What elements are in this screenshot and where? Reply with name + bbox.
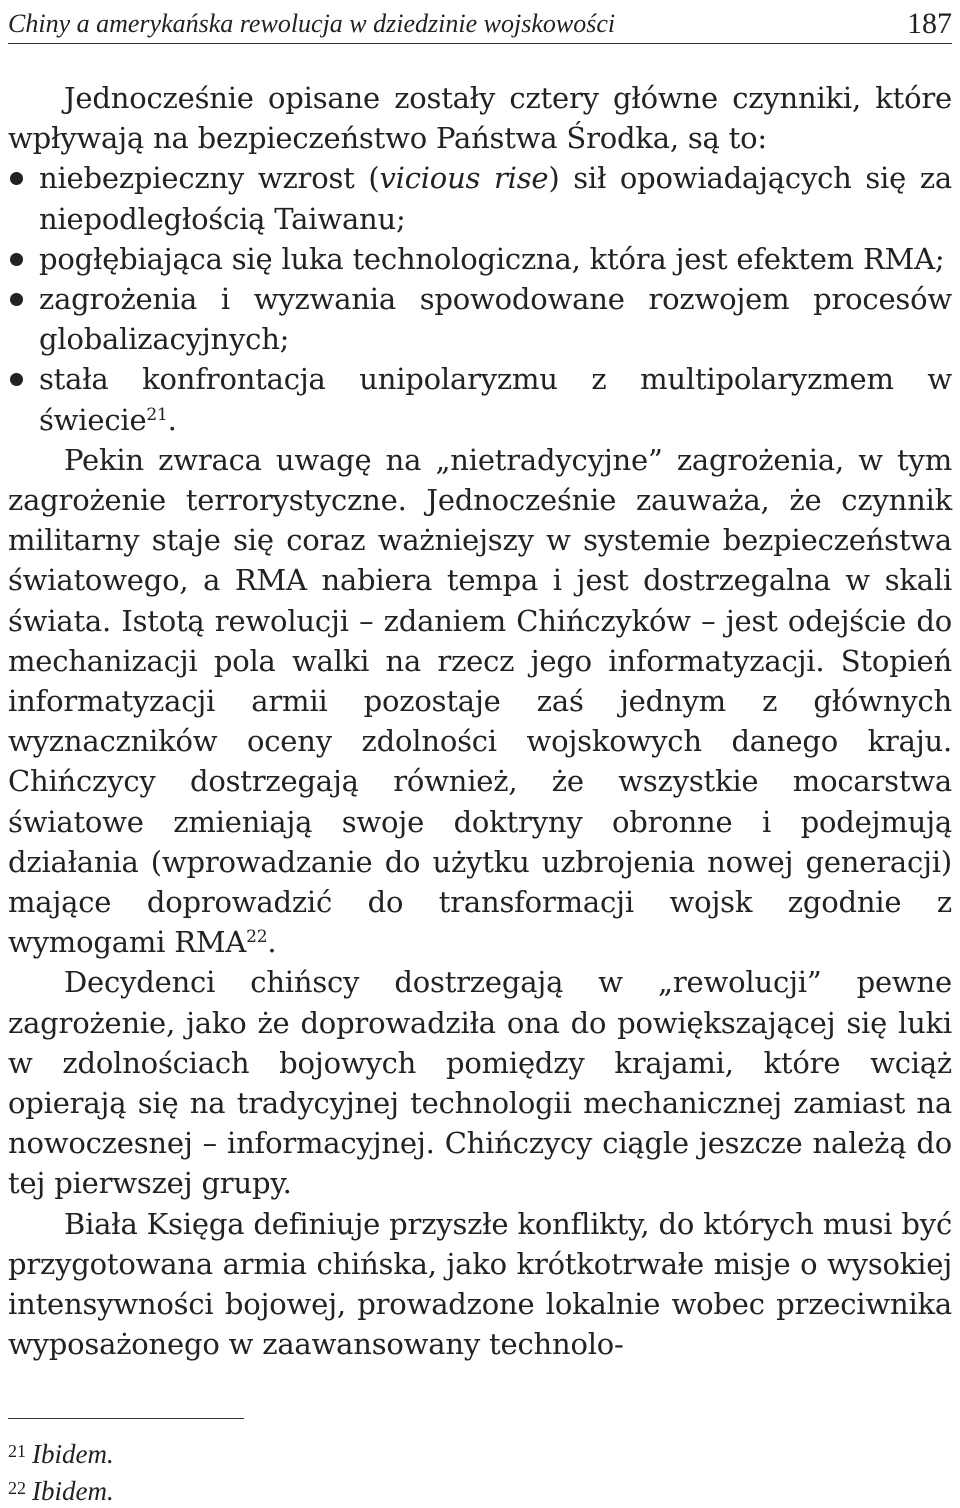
list-item [8, 239, 952, 279]
factor-list [8, 158, 952, 439]
paragraph: Biała Księga definiuje przyszłe konflikty, do których musi być przygotowana armia chińska, jako krótkotrwałe misje o wysokiej intensywności bojowej, prowadzone lokalnie wobec przeciwnika wyposażonego w zaawansowany technolo- [8, 1206, 952, 1362]
body-text [8, 78, 952, 1365]
list-item-text: niebezpieczny wzrost ( [39, 161, 380, 196]
footnote-text: Ibidem. [32, 1476, 114, 1506]
list-item-text: stała konfrontacja unipolaryzmu z multipolaryzmem w świecie [39, 362, 952, 437]
footnote [8, 1434, 114, 1471]
footnote-separator [8, 1418, 244, 1419]
page-number: 187 [907, 7, 952, 40]
list-item-text: zagrożenia i wyzwania spowodowane rozwojem procesów globalizacyjnych; [39, 282, 952, 357]
footnote-ref[interactable]: 21 [146, 404, 168, 425]
paragraph [8, 440, 952, 963]
page-header [8, 0, 952, 44]
list-item-text: pogłębiająca się luka technologiczna, która jest efektem RMA; [39, 241, 945, 276]
bullet-icon [10, 293, 23, 306]
book-page [8, 0, 952, 1506]
footnote-ref[interactable]: 22 [246, 927, 268, 948]
paragraph-intro: Jednocześnie opisane zostały cztery główne czynniki, które wpływają na bezpieczeństwo Państwa Środka, są to: [8, 81, 952, 156]
list-item-text: . [167, 402, 177, 437]
footnotes [8, 1434, 114, 1508]
bullet-icon [10, 373, 23, 386]
paragraph-text: Pekin zwraca uwagę na „nietradycyjne” zagrożenia, w tym zagrożenie terrorystyczne. Jednocześnie zauważa, że czynnik militarny staje się coraz ważniejszy w systemie bezpieczeństwa światowego, a RMA nabiera tempa i jest dostrzegalna w skali świata. Istotą rewolucji – zdaniem Chińczyków – jest odejście do mechanizacji pola walki na rzecz jego informatyzacji. Stopień informatyzacji armii pozostaje zaś jednym z głównych wyznaczników oceny zdolności wojskowych danego kraju. Chińczycy dostrzegają również, że wszystkie mocarstwa światowe zmieniają swoje doktryny obronne i podejmują działania (wprowadzanie do użytku uzbrojenia nowej generacji) mające doprowadzić do transformacji wojsk zgodnie z wymogami RMA [8, 442, 952, 960]
footnote-number: 22 [8, 1478, 26, 1498]
list-item-emphasis: vicious rise [379, 161, 549, 196]
bullet-icon [10, 172, 23, 185]
list-item-text: ) sił opowiadających się za niepodległością Taiwanu; [39, 161, 952, 236]
bullet-icon [10, 253, 23, 266]
paragraph: Decydenci chińscy dostrzegają w „rewolucji” pewne zagrożenie, jako że doprowadziła ona do powiększającej się luki w zdolnościach bojowych pomiędzy krajami, które wciąż opierają się na tradycyjnej technologii mechanicznej zamiast na nowoczesnej – informacyjnej. Chińczycy ciągle jeszcze należą do tej pierwszej grupy. [8, 965, 952, 1201]
list-item [8, 359, 952, 439]
list-item [8, 279, 952, 359]
footnote [8, 1471, 114, 1508]
list-item [8, 158, 952, 238]
footnote-number: 21 [8, 1441, 26, 1461]
footnote-text: Ibidem. [32, 1439, 114, 1469]
paragraph-text: . [267, 925, 277, 960]
running-head: Chiny a amerykańska rewolucja w dziedzinie wojskowości [8, 9, 616, 38]
